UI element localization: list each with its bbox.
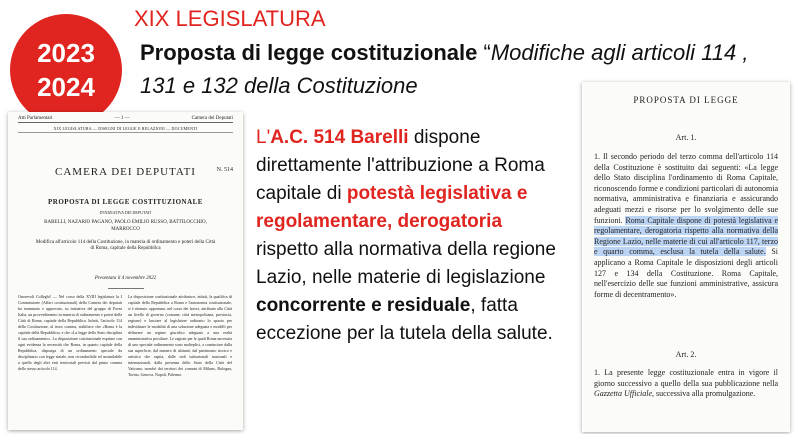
legislature-label: XIX LEGISLATURA [134,6,326,31]
doc-header-center: — 1 — [114,116,130,121]
summary-ac-ref: A.C. 514 Barelli [270,127,409,148]
doc-subheader: XIX LEGISLATURA — DISEGNI DI LEGGE E RELAZIONI — DOCUMENTI [18,126,233,133]
article-2-heading: Art. 2. [675,350,697,359]
article-1-part-b: Si applicano a Roma Capitale le disposizioni degli articoli 127 e 134 della Costituzione. Roma Capitale, nell'esercizio delle sue funzioni amministrative, assicura forme di decentramento». [594,247,779,299]
summary-text-1: dispone direttamente l'attribuzione a Roma capitale di [256,127,545,204]
summary-concorrente: concorrente e residuale [256,295,471,316]
summary-potesta: potestà legislativa e regolamentare, derogatoria [256,183,528,232]
divider [108,288,144,289]
bill-cover-scan [8,112,243,430]
presentation-date: Presentata il 4 novembre 2022 [94,276,157,281]
summary-text-3: , fatta eccezione per la tutela della salute. [256,295,553,344]
article-2-part-b: , successiva alla promulgazione. [652,389,756,399]
summary-text [256,124,556,348]
summary-text-2: rispetto alla normativa della regione Lazio, nelle materie di legislazione [256,239,556,288]
year-badge [10,14,122,126]
article-2-italic: Gazzetta Ufficiale [594,389,652,399]
initiative-label: D'INIZIATIVA DEI DEPUTATI [99,210,152,215]
title-quote: “ [477,40,491,65]
badge-year-start: 2023 [37,38,95,68]
doc-header-right: Camera dei Deputati [191,116,233,121]
doc-header [18,116,233,123]
bill-type: PROPOSTA DI LEGGE COSTITUZIONALE [48,198,203,206]
summary-l: L' [256,127,271,148]
title-italic: Modifiche agli articoli 114 , 131 e 132 della Costituzione [140,40,749,98]
bill-number: N. 514 [216,167,233,173]
chamber-name: CAMERA DEI DEPUTATI [55,166,196,178]
article-2-part-a: 1. La presente legge costituzionale entra in vigore il giorno successivo a quello della sua pubblicazione nella [594,368,778,388]
bill-authors: BARELLI, NAZARIO PAGANO, PAOLO EMILIO RUSSO, BATTILOCCHIO, MARROCCO [44,220,207,232]
article-2-text [594,368,778,400]
article-1-part-a: 1. Il secondo periodo del terzo comma dell'articolo 114 della Costituzione è sostituito dai seguenti: «La legge dello Stato disciplina l'ordinamento di Roma Capitale, riconoscendo forme e condizioni particolari di autonomia normativa, amministrativa e finanziaria e assicurando adeguati mezzi e risorse per lo svolgimento delle sue funzioni. [594,152,778,225]
bill-subject: Modifica all'articolo 114 della Costituzione, in materia di ordinamento e poteri della Città di Roma, capitale della Repubblica [35,240,216,251]
article-1-heading: Art. 1. [675,133,697,142]
bill-text-title: PROPOSTA DI LEGGE [633,95,739,105]
article-1-highlight: Roma Capitale dispone di potestà legislativa e regolamentare, derogatoria rispetto alla normativa della Regione Lazio, nelle materie di cui all'articolo 117, terzo e quarto comma, esclusa la tutela della salute. [594,215,778,257]
badge-year-end: 2024 [37,72,95,102]
title-bold: Proposta di legge costituzionale [140,40,478,65]
report-column-left: Onorevoli Colleghi! — Nel corso della XVIII legislatura la I Commissione (Affari costituzionali) della Camera dei deputati ha esaminato e approvato, su iniziativa del gruppo di Forza Italia, un provvedimento in materia di ordinamento e poteri della Città di Roma, capitale della Repubblica. Infatti, l'articolo 114 della Costituzione, al terzo comma, stabilisce che «Roma è la capitale della Repubblica» e che «La legge dello Stato disciplina il suo ordinamento». La disposizione costituzionale esprime con ogni evidenza la necessità che Roma, in quanto capitale della Repubblica, disponga di un ordinamento speciale da disciplinarsi con legge statale, non riconducibile ed assimilabile a quello degli altri enti territoriali previsti dal primo comma dello stesso articolo 114. [18,294,122,371]
bill-text-scan [582,82,790,432]
report-column-right: La disposizione costituzionale attribuisce, infatti, la qualifica di capitale della Repubblica a Roma e l'autonomia costituzionale, si è ritenuto opportuno, nel corso dei lavori, attribuire alla Città un livello di governo (comune, città metropolitana, provincia, regione) e lasciare al legislatore ordinario lo spazio per individuare le modalità di una soluzione adeguata e modelli per delineare un regime giuridico adeguato a una realtà amministrativa peculiare. Le ragioni per le quali Roma necessita di uno speciale ordinamento sono molteplici, a cominciare dalla sua superficie, dal numero di abitanti, dal patrimonio storico e artistico che ospita, dalle sedi istituzionali nazionali e internazionali, dalla presenza dello Stato della Città del Vaticano, nonché dai territori dei comuni di Milano, Bologna, Torino, Genova, Napoli, Palermo. [128,294,232,377]
article-1-text [594,152,778,300]
doc-header-left: Atti Parlamentari [18,116,53,121]
